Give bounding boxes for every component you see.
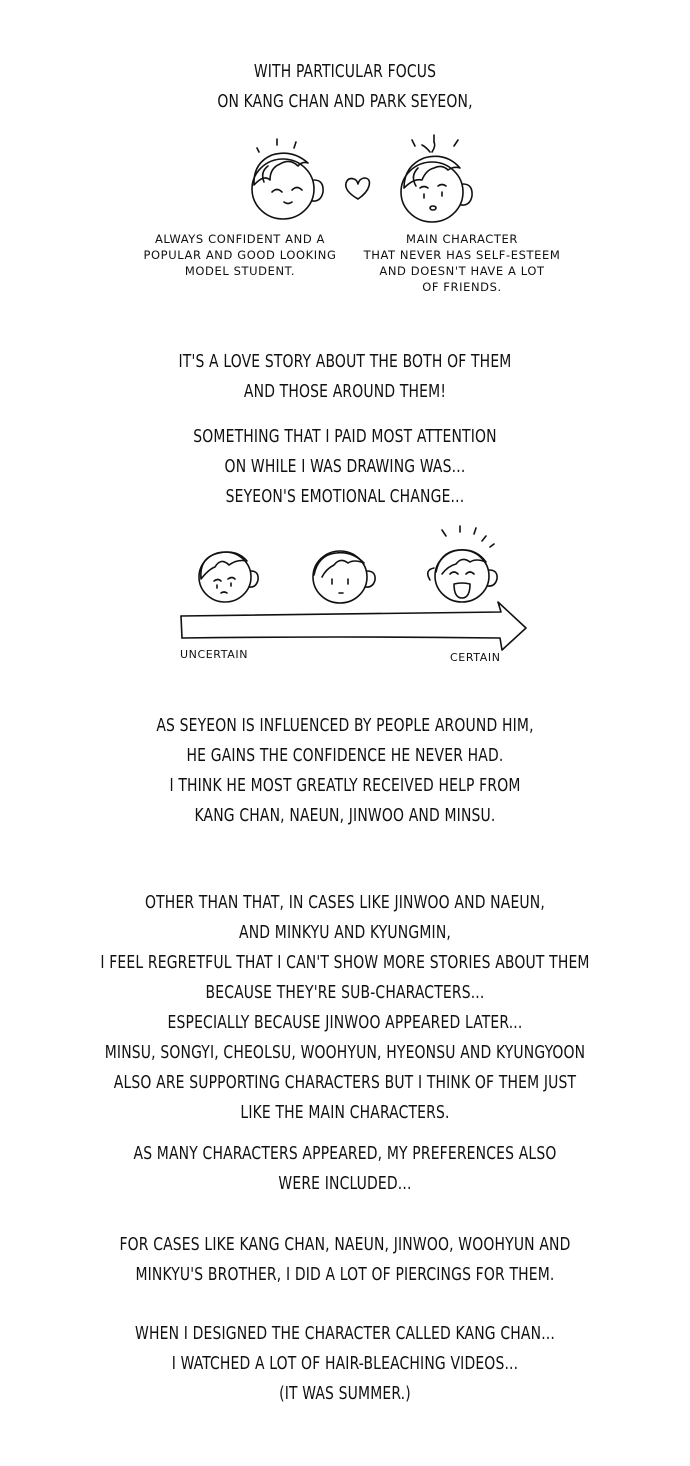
intro-text: WITH PARTICULAR FOCUS ON KANG CHAN AND PARK SEYEON,	[217, 61, 473, 112]
other-characters-text: OTHER THAN THAT, IN CASES LIKE JINWOO AND NAEUN, AND MINKYU AND KYUNGMIN, I FEEL REGRETFUL THAT I CAN'T SHOW MORE STORIES ABOUT THEM BECAUSE THEY'RE SUB-CHARACTERS... ESPECIALLY BECAUSE JINWOO APPEARED LATER... MINSU, SONGYI, CHEOLSU, WOOHYUN, HYEONSU AND KYUNGYOON ALSO ARE SUPPORTING CHARACTERS BUT I THINK OF THEM JUST LIKE THE MAIN CHARACTERS.	[100, 892, 590, 1123]
heart-icon	[342, 175, 374, 203]
certain-label: CERTAIN	[450, 651, 501, 664]
bleaching-text: WHEN I DESIGNED THE CHARACTER CALLED KANG CHAN... I WATCHED A LOT OF HAIR-BLEACHING VIDEOS... (IT WAS SUMMER.)	[135, 1323, 555, 1404]
uncertain-label: UNCERTAIN	[180, 648, 249, 661]
certain-face-illustration	[420, 520, 510, 610]
seyeon-caption: MAIN CHARACTER THAT NEVER HAS SELF-ESTEEM AND DOESN'T HAVE A LOT OF FRIENDS.	[363, 232, 561, 294]
influence-text: AS SEYEON IS INFLUENCED BY PEOPLE AROUND HIM, HE GAINS THE CONFIDENCE HE NEVER HAD. I THINK HE MOST GREATLY RECEIVED HELP FROM KANG CHAN, NAEUN, JINWOO AND MINSU.	[156, 715, 534, 826]
kang-chan-face-illustration	[240, 130, 340, 230]
piercings-text: FOR CASES LIKE KANG CHAN, NAEUN, JINWOO, WOOHYUN AND MINKYU'S BROTHER, I DID A LOT OF PIERCINGS FOR THEM.	[119, 1234, 571, 1285]
preferences-text: AS MANY CHARACTERS APPEARED, MY PREFERENCES ALSO WERE INCLUDED...	[133, 1143, 557, 1194]
kang-chan-caption: ALWAYS CONFIDENT AND A POPULAR AND GOOD LOOKING MODEL STUDENT.	[143, 232, 337, 278]
attention-text: SOMETHING THAT I PAID MOST ATTENTION ON WHILE I WAS DRAWING WAS... SEYEON'S EMOTIONAL CHANGE...	[193, 426, 497, 507]
love-story-text: IT'S A LOVE STORY ABOUT THE BOTH OF THEM AND THOSE AROUND THEM!	[178, 351, 512, 402]
seyeon-face-illustration	[392, 130, 492, 230]
